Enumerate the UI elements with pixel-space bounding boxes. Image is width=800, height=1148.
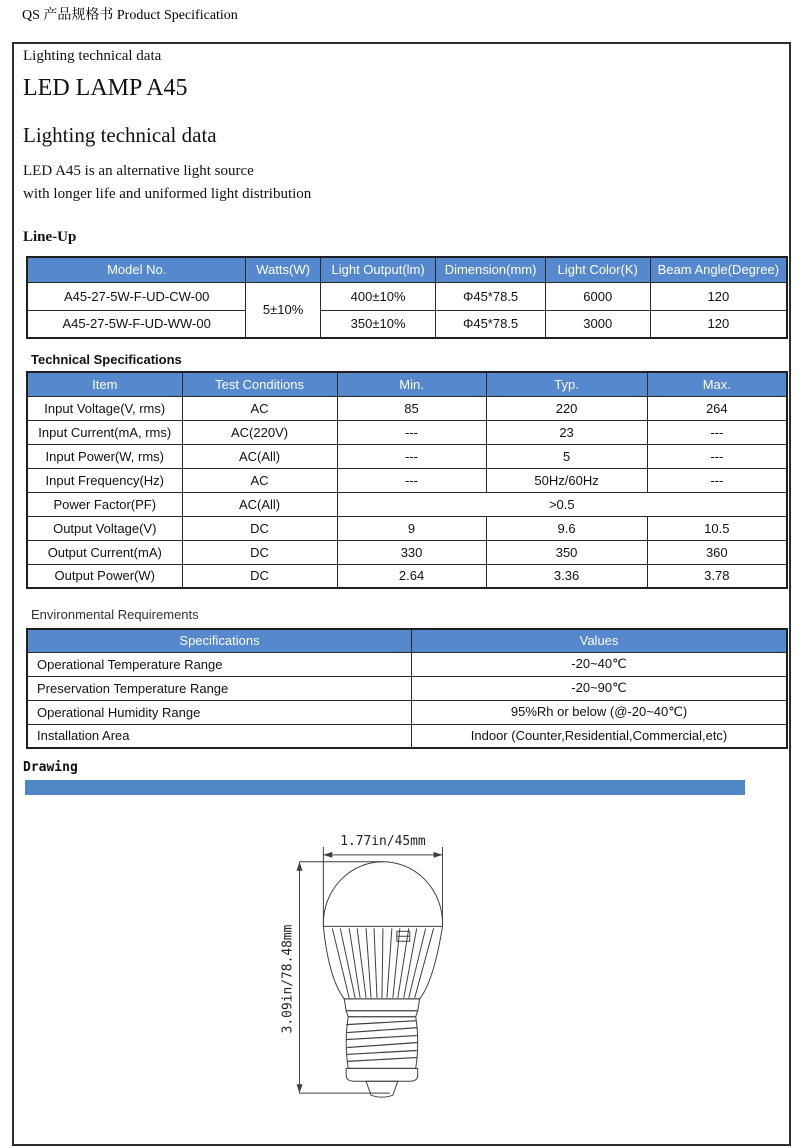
max-cell: --- <box>647 444 787 468</box>
bulb-technical-drawing <box>280 830 470 1118</box>
page-title: LED LAMP A45 <box>23 75 188 101</box>
column-header-item: Item <box>27 372 182 396</box>
watts-cell: 5±10% <box>246 282 320 338</box>
spec-cell: Operational Humidity Range <box>27 700 412 724</box>
min-cell: 85 <box>337 396 486 420</box>
bulb-contact-tip <box>366 1081 398 1097</box>
width-dimension-label: 1.77in/45mm <box>340 833 426 849</box>
table-row <box>27 564 787 588</box>
tech-header-row <box>27 372 787 396</box>
cond-cell: AC <box>182 396 337 420</box>
min-cell: 2.64 <box>337 564 486 588</box>
item-cell: Output Current(mA) <box>27 540 182 564</box>
typ-cell: 50Hz/60Hz <box>486 468 647 492</box>
table-row <box>27 700 787 724</box>
output-cell: 400±10% <box>320 282 436 310</box>
max-cell: --- <box>647 468 787 492</box>
typ-cell: 220 <box>486 396 647 420</box>
cond-cell: DC <box>182 564 337 588</box>
page-subtitle-top: Lighting technical data <box>23 48 162 64</box>
min-cell: --- <box>337 468 486 492</box>
description-line-2: with longer life and uniformed light distribution <box>23 186 312 202</box>
column-header-output: Light Output(lm) <box>320 257 436 282</box>
table-row <box>27 540 787 564</box>
min-cell: 9 <box>337 516 486 540</box>
item-cell: Input Frequency(Hz) <box>27 468 182 492</box>
table-row <box>27 676 787 700</box>
dimension-cell: Φ45*78.5 <box>436 310 545 338</box>
column-header-specifications: Specifications <box>27 629 412 652</box>
typ-cell: 3.36 <box>486 564 647 588</box>
cond-cell: AC(220V) <box>182 420 337 444</box>
cond-cell: DC <box>182 540 337 564</box>
env-requirements-table <box>26 628 788 749</box>
column-header-model: Model No. <box>27 257 246 282</box>
max-cell: 360 <box>647 540 787 564</box>
column-header-max: Max. <box>647 372 787 396</box>
max-cell: 264 <box>647 396 787 420</box>
typ-cell: 350 <box>486 540 647 564</box>
typ-cell: 9.6 <box>486 516 647 540</box>
bulb-drawing-svg <box>280 830 470 1118</box>
span-value-cell: >0.5 <box>337 492 787 516</box>
beam-cell: 120 <box>650 310 787 338</box>
spec-cell: Operational Temperature Range <box>27 652 412 676</box>
spec-cell: Installation Area <box>27 724 412 748</box>
min-cell: 330 <box>337 540 486 564</box>
dim-arrow-right <box>434 852 443 858</box>
cond-cell: AC <box>182 468 337 492</box>
table-row <box>27 396 787 420</box>
dimension-cell: Φ45*78.5 <box>436 282 545 310</box>
spec-cell: Preservation Temperature Range <box>27 676 412 700</box>
beam-cell: 120 <box>650 282 787 310</box>
column-header-typ: Typ. <box>486 372 647 396</box>
bulb-dome <box>323 862 442 927</box>
item-cell: Output Power(W) <box>27 564 182 588</box>
table-row <box>27 516 787 540</box>
dim-arrow-top <box>297 862 303 871</box>
max-cell: 3.78 <box>647 564 787 588</box>
value-cell: Indoor (Counter,Residential,Commercial,etc) <box>412 724 787 748</box>
description-line-1: LED A45 is an alternative light source <box>23 163 254 179</box>
dim-arrow-bottom <box>297 1084 303 1093</box>
value-cell: -20~90℃ <box>412 676 787 700</box>
env-header-row <box>27 629 787 652</box>
max-cell: --- <box>647 420 787 444</box>
typ-cell: 5 <box>486 444 647 468</box>
column-header-dimension: Dimension(mm) <box>436 257 545 282</box>
table-row <box>27 420 787 444</box>
product-description <box>23 160 311 206</box>
env-section-title: Environmental Requirements <box>31 607 199 622</box>
output-cell: 350±10% <box>320 310 436 338</box>
table-row <box>27 492 787 516</box>
drawing-divider-bar <box>25 780 745 795</box>
lineup-header-row <box>27 257 787 282</box>
bulb-base-cap <box>346 1068 418 1081</box>
color-cell: 6000 <box>545 282 650 310</box>
column-header-values: Values <box>412 629 787 652</box>
max-cell: 10.5 <box>647 516 787 540</box>
model-cell: A45-27-5W-F-UD-WW-00 <box>27 310 246 338</box>
cond-cell: DC <box>182 516 337 540</box>
cond-cell: AC(All) <box>182 492 337 516</box>
min-cell: --- <box>337 444 486 468</box>
height-dimension-label: 3.09in/78.48mm <box>280 924 296 1034</box>
tech-spec-table <box>26 371 788 589</box>
item-cell: Power Factor(PF) <box>27 492 182 516</box>
lineup-table <box>26 256 788 339</box>
table-row <box>27 468 787 492</box>
model-cell: A45-27-5W-F-UD-CW-00 <box>27 282 246 310</box>
min-cell: --- <box>337 420 486 444</box>
column-header-min: Min. <box>337 372 486 396</box>
section-heading: Lighting technical data <box>23 123 217 147</box>
document-header: QS 产品规格书 Product Specification <box>22 8 238 23</box>
item-cell: Output Voltage(V) <box>27 516 182 540</box>
item-cell: Input Power(W, rms) <box>27 444 182 468</box>
table-row <box>27 444 787 468</box>
tech-section-title: Technical Specifications <box>31 352 182 367</box>
lineup-section-title: Line-Up <box>23 229 77 245</box>
typ-cell: 23 <box>486 420 647 444</box>
item-cell: Input Current(mA, rms) <box>27 420 182 444</box>
cond-cell: AC(All) <box>182 444 337 468</box>
value-cell: 95%Rh or below (@-20~40℃) <box>412 700 787 724</box>
table-row <box>27 652 787 676</box>
bulb-neck-band <box>344 999 419 1011</box>
value-cell: -20~40℃ <box>412 652 787 676</box>
column-header-beam: Beam Angle(Degree) <box>650 257 787 282</box>
table-row <box>27 282 787 310</box>
drawing-section-title: Drawing <box>23 760 78 775</box>
column-header-watts: Watts(W) <box>246 257 320 282</box>
column-header-conditions: Test Conditions <box>182 372 337 396</box>
item-cell: Input Voltage(V, rms) <box>27 396 182 420</box>
page-border <box>12 42 791 1146</box>
column-header-color: Light Color(K) <box>545 257 650 282</box>
color-cell: 3000 <box>545 310 650 338</box>
table-row <box>27 310 787 338</box>
dim-arrow-left <box>323 852 332 858</box>
table-row <box>27 724 787 748</box>
